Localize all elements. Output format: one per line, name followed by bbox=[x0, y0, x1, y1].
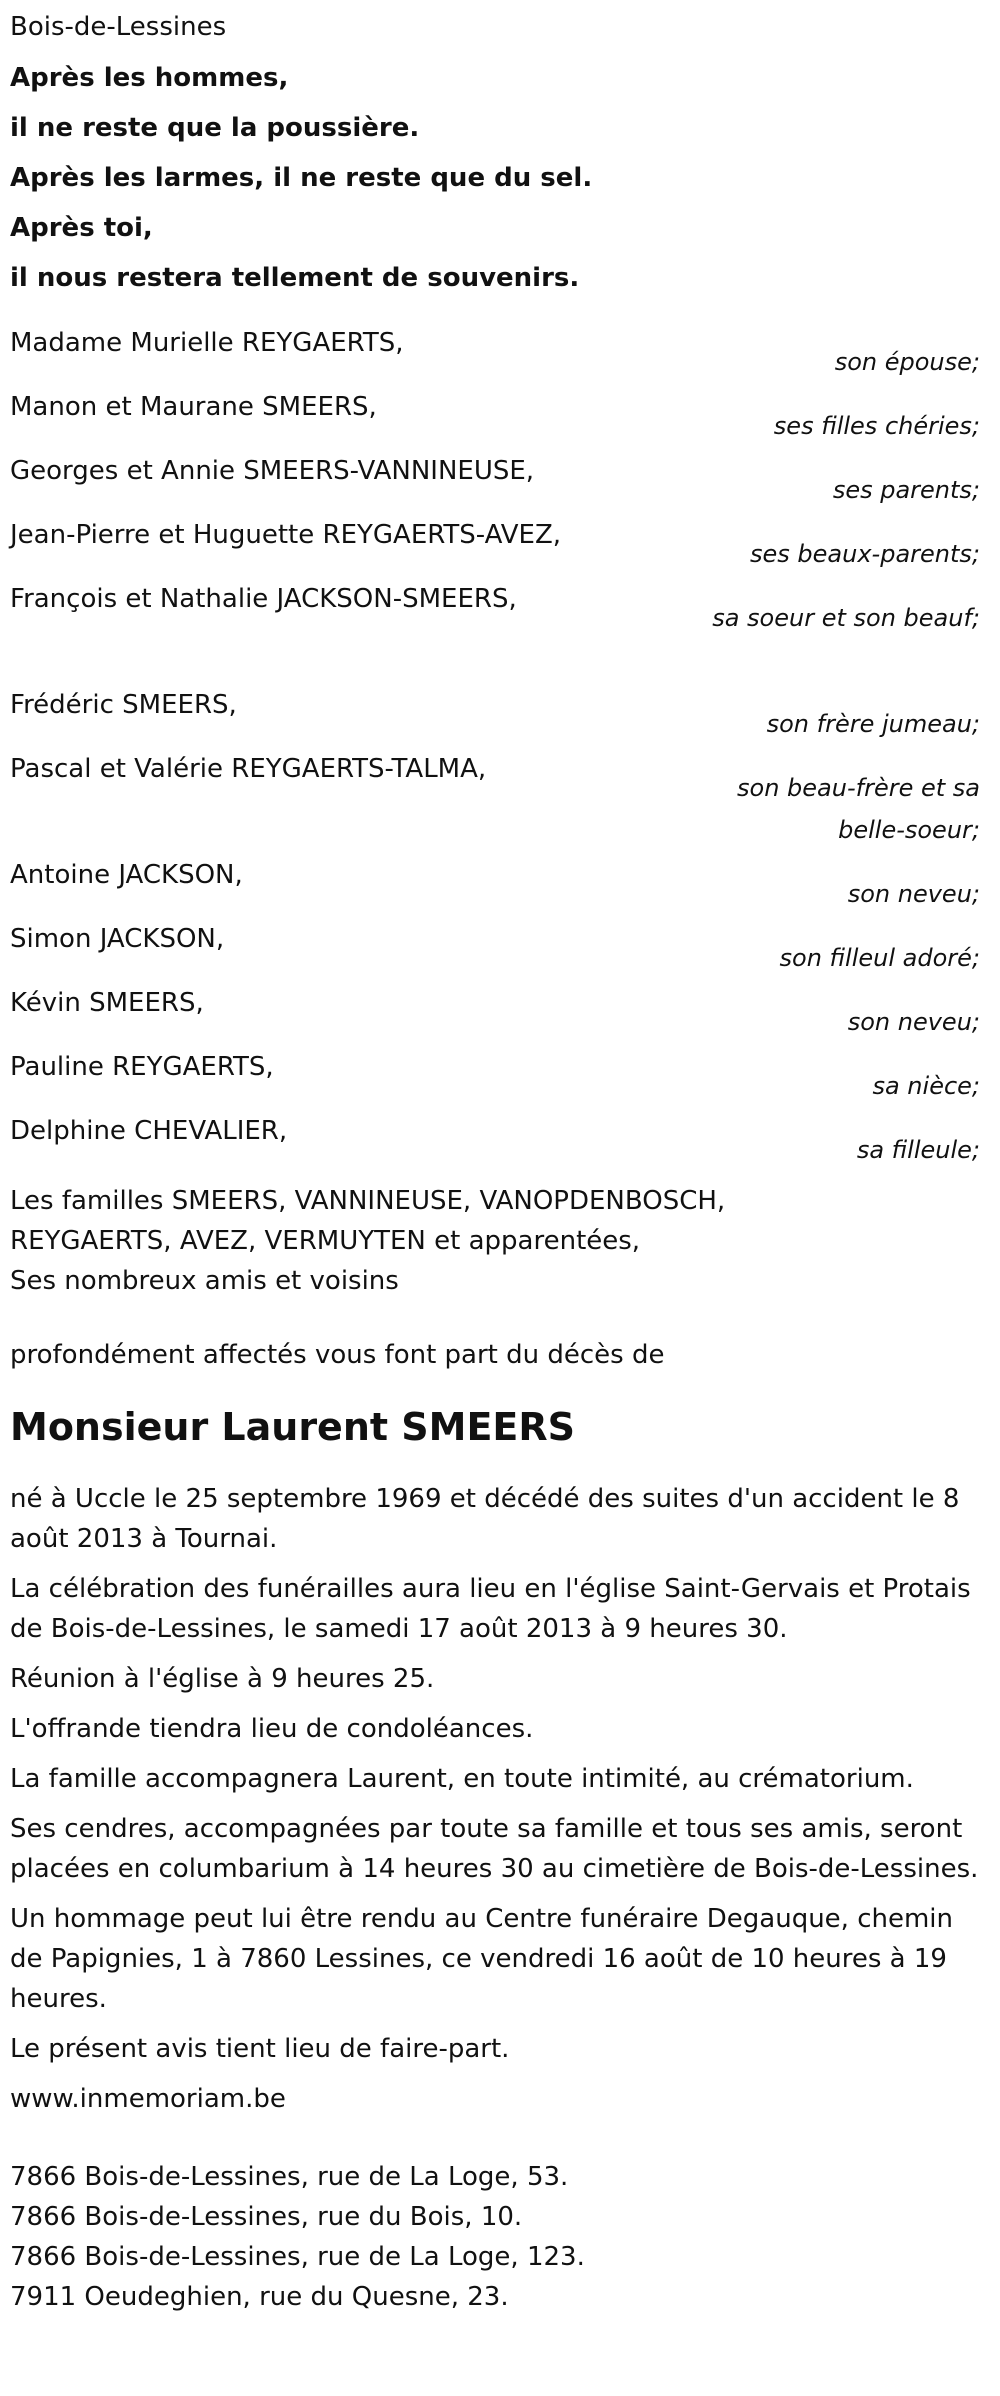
family-member-relation: son épouse; bbox=[834, 348, 980, 376]
family-member-name: François et Nathalie JACKSON-SMEERS, bbox=[10, 584, 517, 614]
family-member-name: Pauline REYGAERTS, bbox=[10, 1052, 274, 1082]
family-row bbox=[10, 1111, 990, 1175]
family-member-name: Pascal et Valérie REYGAERTS-TALMA, bbox=[10, 754, 487, 784]
address-line: 7911 Oeudeghien, rue du Quesne, 23. bbox=[10, 2282, 509, 2312]
family-member-relation: son beau-frère et sa belle-soeur; bbox=[737, 774, 980, 844]
family-member-name: Jean-Pierre et Huguette REYGAERTS-AVEZ, bbox=[10, 520, 562, 550]
family-row bbox=[10, 685, 990, 749]
family-list bbox=[10, 323, 990, 1175]
family-row bbox=[10, 855, 990, 919]
family-row bbox=[10, 983, 990, 1047]
announcement-text: profondément affectés vous font part du décès de bbox=[10, 1340, 665, 1370]
address-line: 7866 Bois-de-Lessines, rue de La Loge, 123. bbox=[10, 2242, 585, 2272]
address-line: 7866 Bois-de-Lessines, rue du Bois, 10. bbox=[10, 2202, 523, 2232]
family-member-name: Kévin SMEERS, bbox=[10, 988, 204, 1018]
family-member-name: Frédéric SMEERS, bbox=[10, 690, 237, 720]
website-text: www.inmemoriam.be bbox=[10, 2084, 286, 2114]
families-line: Ses nombreux amis et voisins bbox=[10, 1266, 399, 1296]
poem-line: il nous restera tellement de souvenirs. bbox=[10, 263, 580, 293]
family-member-name: Manon et Maurane SMEERS, bbox=[10, 392, 377, 422]
family-row bbox=[10, 451, 990, 515]
family-row bbox=[10, 515, 990, 579]
family-member-relation: son neveu; bbox=[847, 1008, 980, 1036]
family-member-relation: sa filleule; bbox=[856, 1136, 980, 1164]
family-member-relation: ses beaux-parents; bbox=[750, 540, 980, 568]
poem-line: Après les hommes, bbox=[10, 63, 289, 93]
family-member-relation: ses parents; bbox=[832, 476, 980, 504]
family-member-relation: son filleul adoré; bbox=[779, 944, 980, 972]
detail-paragraph: La famille accompagnera Laurent, en toute intimité, au crématorium. bbox=[10, 1764, 914, 1794]
family-row bbox=[10, 1047, 990, 1111]
family-row bbox=[10, 749, 990, 855]
families-line: Les familles SMEERS, VANNINEUSE, VANOPDENBOSCH, bbox=[10, 1186, 726, 1216]
family-member-name: Delphine CHEVALIER, bbox=[10, 1116, 288, 1146]
family-row bbox=[10, 323, 990, 387]
obituary-notice bbox=[0, 7, 1000, 2317]
family-member-relation: son neveu; bbox=[847, 880, 980, 908]
detail-paragraph: Réunion à l'église à 9 heures 25. bbox=[10, 1664, 435, 1694]
poem bbox=[10, 53, 990, 303]
detail-paragraph: Un hommage peut lui être rendu au Centre funéraire Degauque, chemin de Papignies, 1 à 7860 Lessines, ce vendredi 16 août de 10 heures à 19 heures. bbox=[10, 1904, 953, 2014]
detail-paragraph: Ses cendres, accompagnées par toute sa famille et tous ses amis, seront placées en columbarium à 14 heures 30 au cimetière de Bois-de-Lessines. bbox=[10, 1814, 979, 1884]
detail-paragraph: né à Uccle le 25 septembre 1969 et décédé des suites d'un accident le 8 août 2013 à Tournai. bbox=[10, 1484, 960, 1554]
poem-line: Après les larmes, il ne reste que du sel. bbox=[10, 163, 593, 193]
deceased-name: Monsieur Laurent SMEERS bbox=[10, 1405, 576, 1449]
family-member-relation: ses filles chéries; bbox=[773, 412, 980, 440]
family-row bbox=[10, 579, 990, 685]
family-row bbox=[10, 919, 990, 983]
family-member-relation: son frère jumeau; bbox=[766, 710, 980, 738]
family-member-name: Simon JACKSON, bbox=[10, 924, 225, 954]
family-member-name: Georges et Annie SMEERS-VANNINEUSE, bbox=[10, 456, 535, 486]
detail-paragraph: Le présent avis tient lieu de faire-part. bbox=[10, 2034, 510, 2064]
extended-families bbox=[10, 1181, 990, 1301]
family-member-relation: sa soeur et son beauf; bbox=[712, 604, 980, 632]
family-member-name: Madame Murielle REYGAERTS, bbox=[10, 328, 404, 358]
poem-line: il ne reste que la poussière. bbox=[10, 113, 420, 143]
detail-paragraph: La célébration des funérailles aura lieu en l'église Saint-Gervais et Protais de Bois-de-Lessines, le samedi 17 août 2013 à 9 heures 30. bbox=[10, 1574, 971, 1644]
family-row bbox=[10, 387, 990, 451]
detail-paragraph: L'offrande tiendra lieu de condoléances. bbox=[10, 1714, 534, 1744]
funeral-details bbox=[10, 1479, 990, 2119]
family-member-relation: sa nièce; bbox=[872, 1072, 980, 1100]
address-list bbox=[10, 2157, 990, 2317]
poem-line: Après toi, bbox=[10, 213, 153, 243]
families-line: REYGAERTS, AVEZ, VERMUYTEN et apparentées, bbox=[10, 1226, 641, 1256]
family-member-name: Antoine JACKSON, bbox=[10, 860, 243, 890]
address-line: 7866 Bois-de-Lessines, rue de La Loge, 53. bbox=[10, 2162, 569, 2192]
location-header: Bois-de-Lessines bbox=[10, 12, 227, 42]
